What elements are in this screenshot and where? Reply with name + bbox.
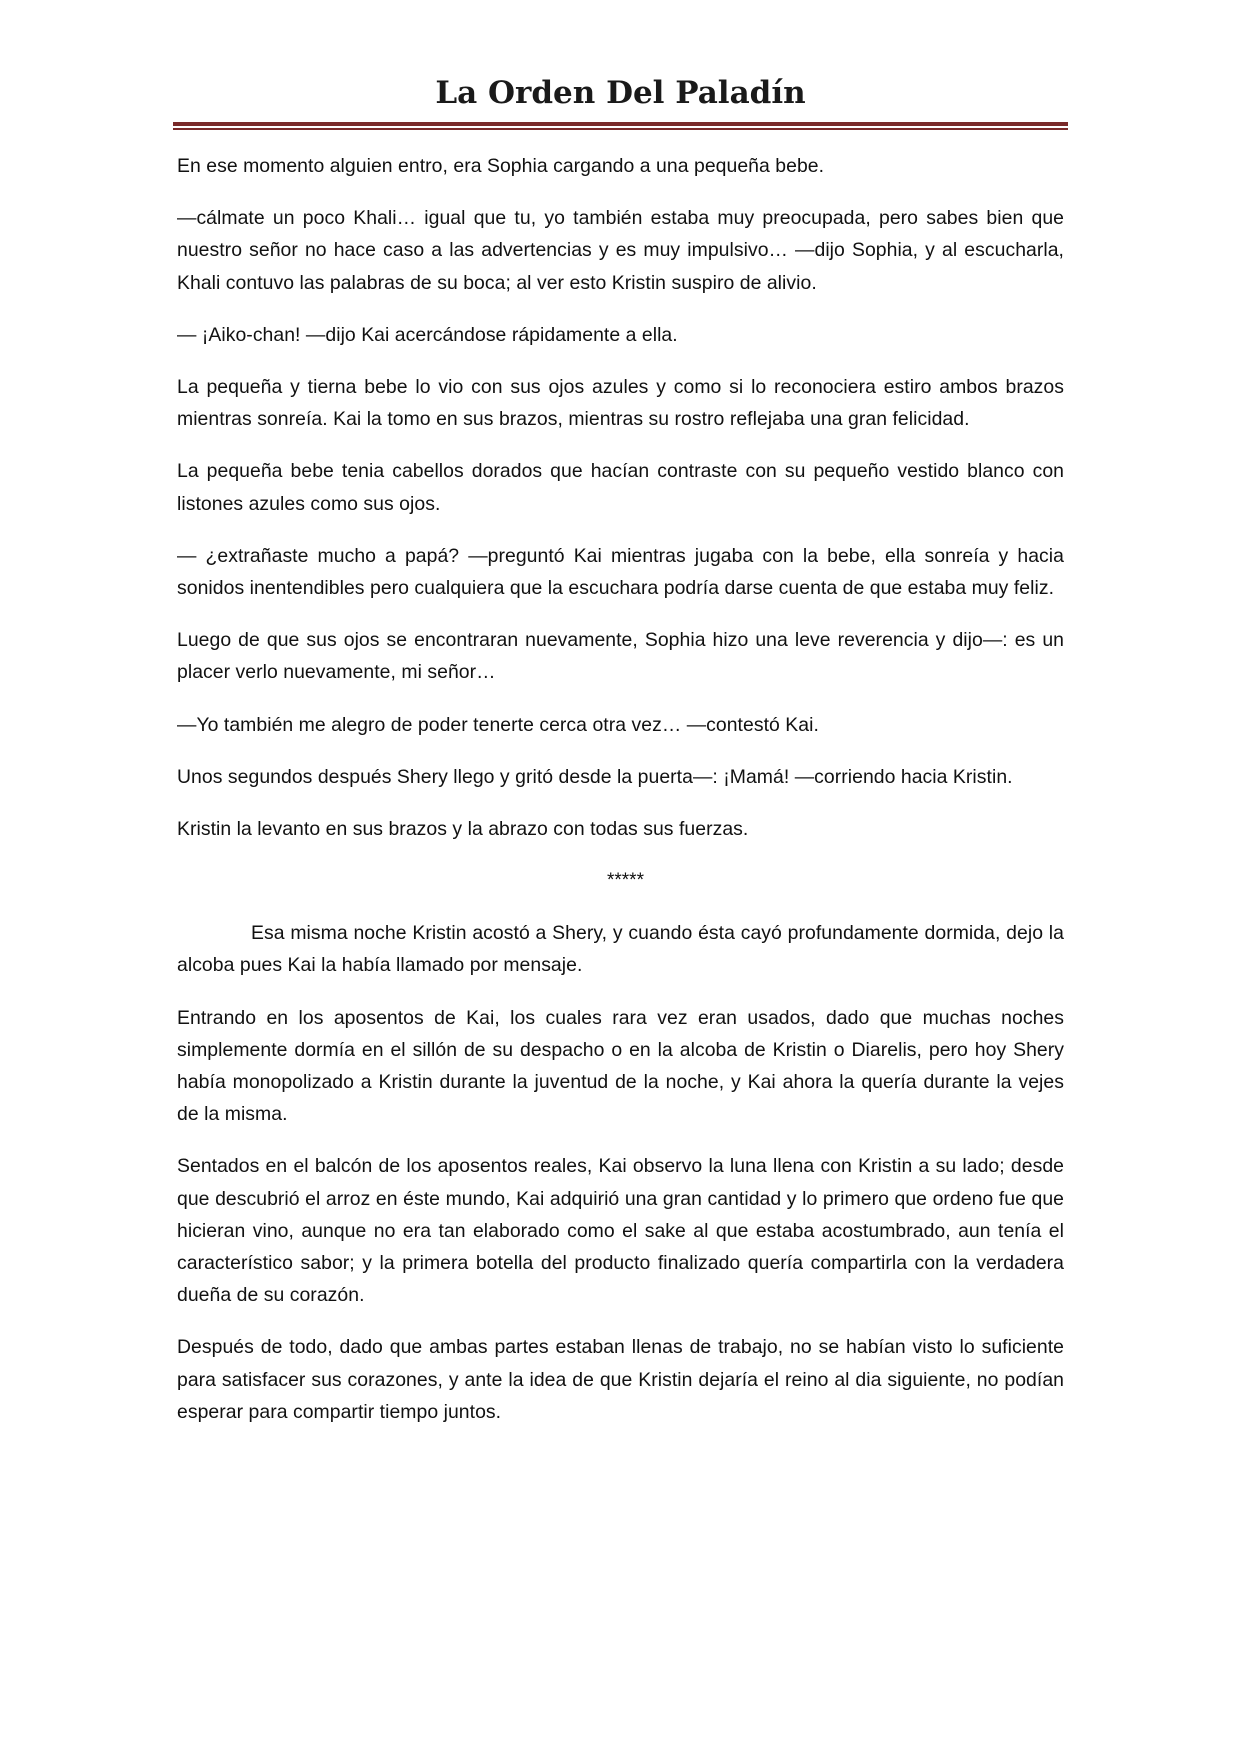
paragraph: La pequeña bebe tenia cabellos dorados que hacían contraste con su pequeño vestido blanco con listones azules como sus ojos. [177, 460, 1064, 515]
page-title: La Orden Del Paladín [435, 75, 806, 111]
paragraph: Sentados en el balcón de los aposentos reales, Kai observo la luna llena con Kristin a su lado; desde que descubrió el arroz en éste mundo, Kai adquirió una gran cantidad y lo primero que ordeno fue que hicieran vino, aunque no era tan elaborado como el sake al que estaba acostumbrado, aun tenía el característico sabor; y la primera botella del producto finalizado quería compartirla con la verdadera dueña de su corazón. [177, 1155, 1064, 1307]
paragraph: —cálmate un poco Khali… igual que tu, yo también estaba muy preocupada, pero sabes bien que nuestro señor no hace caso a las advertencias y es muy impulsivo… —dijo Sophia, y al escucharla, Khali contuvo las palabras de su boca; al ver esto Kristin suspiro de alivio. [177, 207, 1064, 294]
header-rule-thin [173, 128, 1068, 130]
paragraph: Después de todo, dado que ambas partes estaban llenas de trabajo, no se habían visto lo suficiente para satisfacer sus corazones, y ante la idea de que Kristin dejaría el reino al dia siguiente, no podían esperar para compartir tiempo juntos. [177, 1336, 1064, 1423]
paragraph: —Yo también me alegro de poder tenerte cerca otra vez… —contestó Kai. [177, 713, 819, 736]
paragraph: Esa misma noche Kristin acostó a Shery, y cuando ésta cayó profundamente dormida, dejo la alcoba pues Kai la había llamado por mensaje. [177, 922, 1064, 977]
document-body [177, 150, 1064, 1448]
page-header [173, 70, 1068, 130]
paragraph: En ese momento alguien entro, era Sophia cargando a una pequeña bebe. [177, 155, 825, 177]
paragraph: — ¡Aiko-chan! —dijo Kai acercándose rápidamente a ella. [177, 323, 678, 346]
scene-separator: ***** [607, 870, 644, 892]
header-rule-thick [173, 122, 1068, 126]
paragraph: — ¿extrañaste mucho a papá? —preguntó Kai mientras jugaba con la bebe, ella sonreía y hacia sonidos inentendibles pero cualquiera que la escuchara podría darse cuenta de que estaba muy feliz. [177, 544, 1064, 600]
paragraph: Entrando en los aposentos de Kai, los cuales rara vez eran usados, dado que muchas noches simplemente dormía en el sillón de su despacho o en la alcoba de Kristin o Diarelis, pero hoy Shery había monopolizado a Kristin durante la juventud de la noche, y Kai ahora la quería durante la vejes de la misma. [177, 1006, 1064, 1126]
paragraph: Luego de que sus ojos se encontraran nuevamente, Sophia hizo una leve reverencia y dijo—: es un placer verlo nuevamente, mi señor… [177, 629, 1064, 684]
paragraph: Kristin la levanto en sus brazos y la abrazo con todas sus fuerzas. [177, 818, 749, 841]
paragraph: La pequeña y tierna bebe lo vio con sus ojos azules y como si lo reconociera estiro ambos brazos mientras sonreía. Kai la tomo en sus brazos, mientras su rostro reflejaba una gran felicidad. [177, 376, 1064, 431]
paragraph: Unos segundos después Shery llego y gritó desde la puerta—: ¡Mamá! —corriendo hacia Kristin. [177, 765, 1013, 788]
